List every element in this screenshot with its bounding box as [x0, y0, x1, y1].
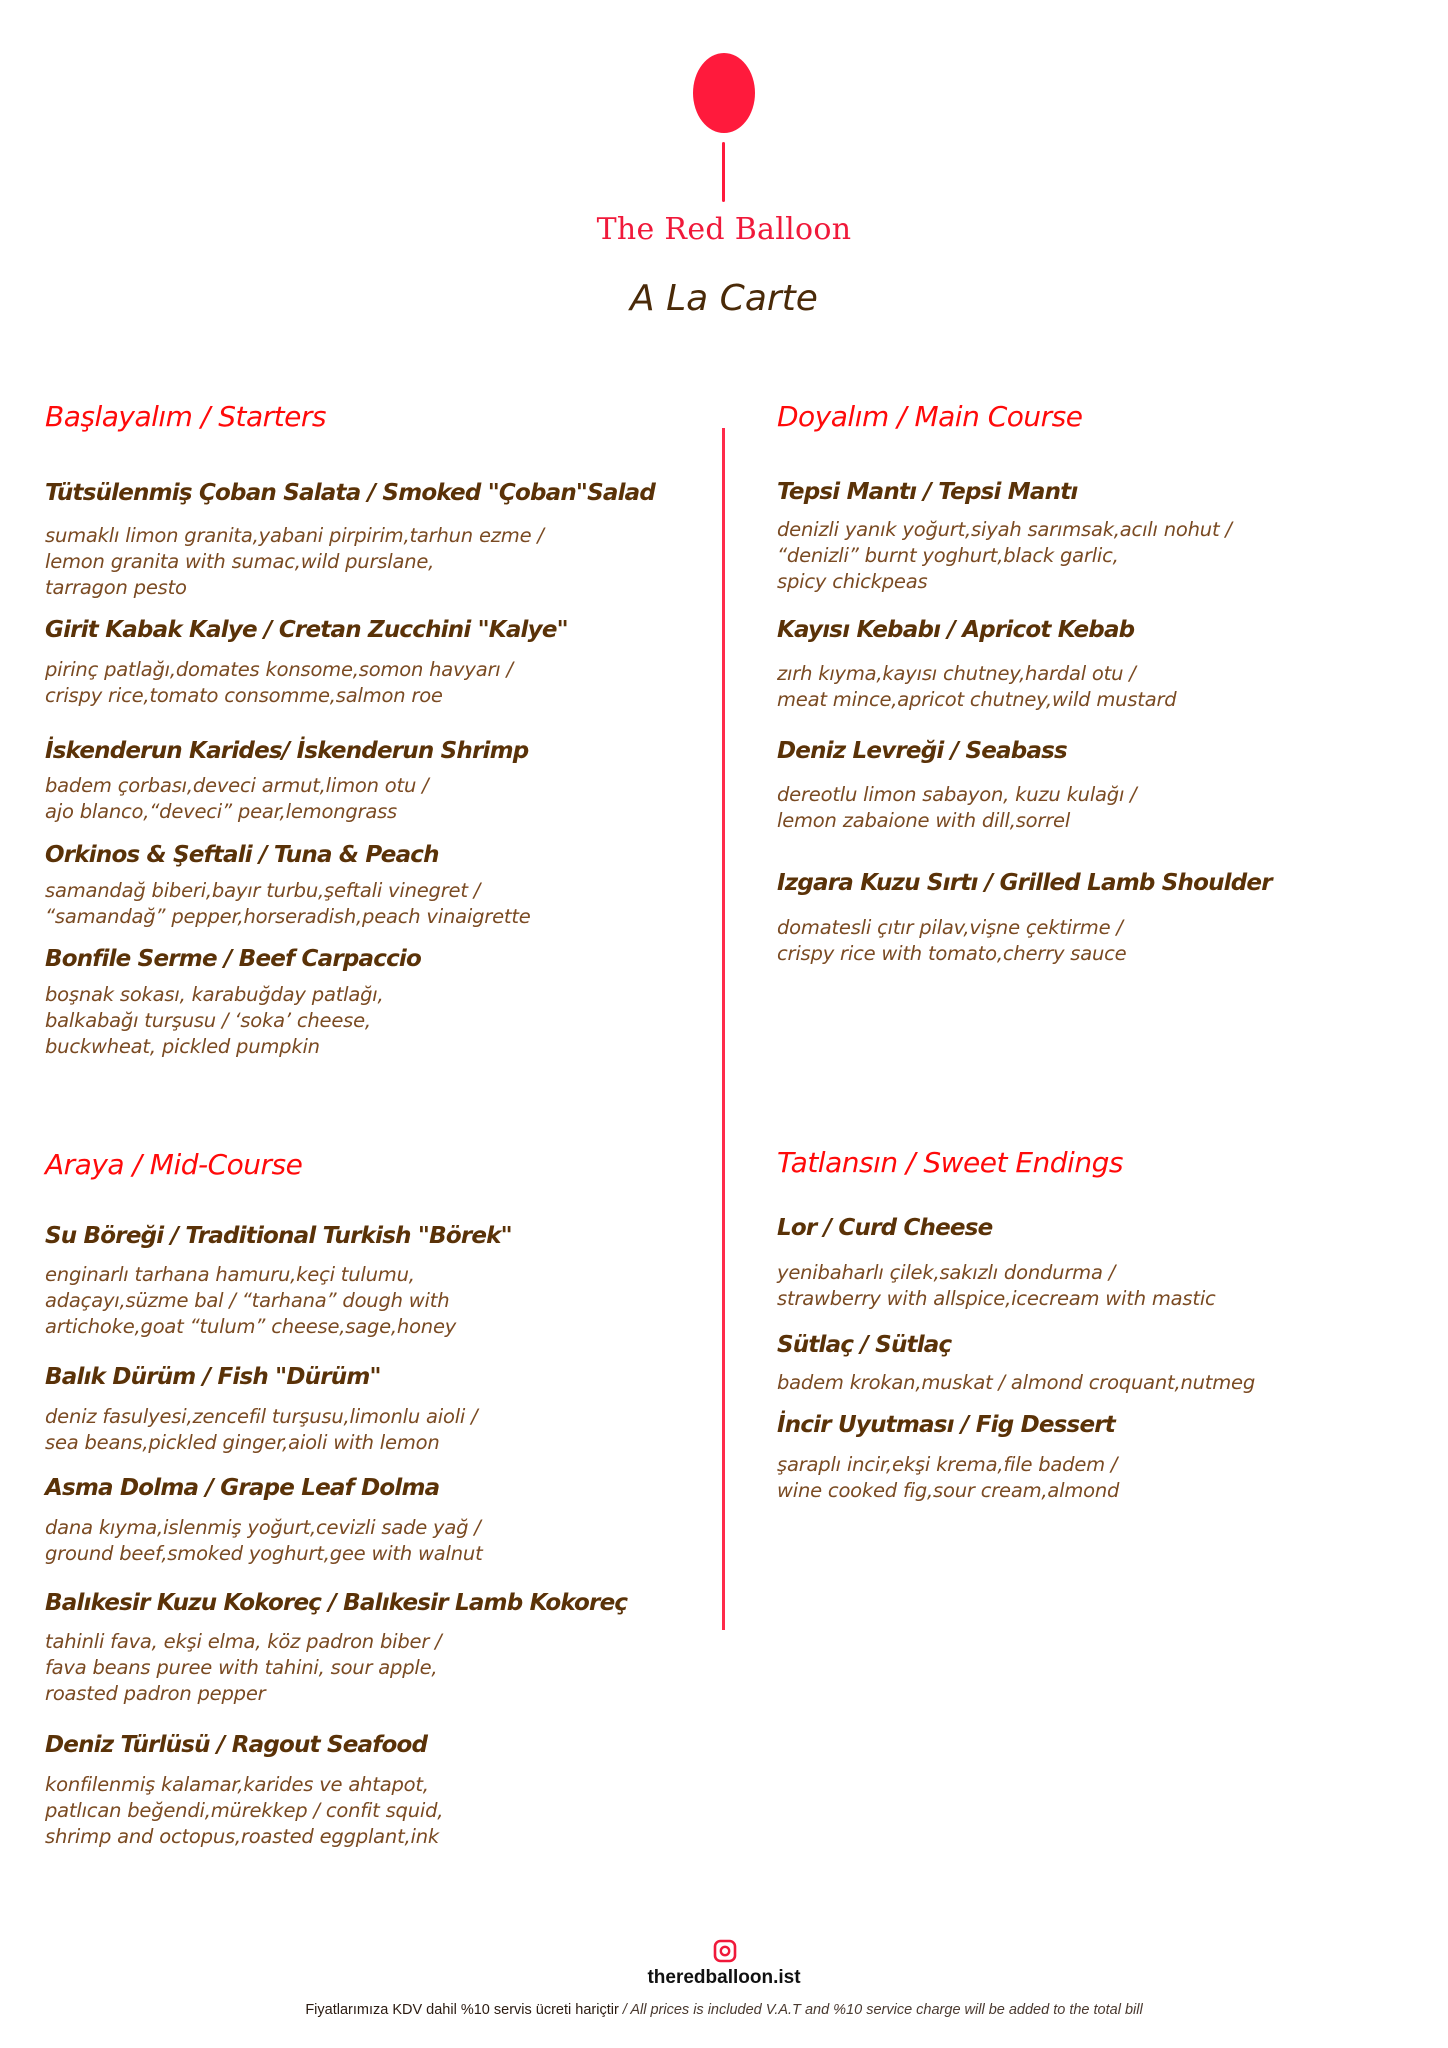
item-description: dereotlu limon sabayon, kuzu kulağı / lemon zabaione with dill,sorrel [777, 783, 1137, 832]
item-description: enginarlı tarhana hamuru,keçi tulumu, adaçayı,süzme bal / “tarhana” dough with artichoke,goat “tulum” cheese,sage,honey [45, 1263, 457, 1338]
item-description: pirinç patlağı,domates konsome,somon havyarı / crispy rice,tomato consomme,salmon roe [45, 658, 513, 707]
section-heading-starters: Başlayalım / Starters [45, 400, 326, 433]
item-description: badem çorbası,deveci armut,limon otu / ajo blanco,“deveci” pear,lemongrass [45, 774, 429, 823]
item-description: boşnak sokası, karabuğday patlağı, balkabağı turşusu / ‘soka’ cheese, buckwheat, pickled pumpkin [45, 983, 384, 1058]
instagram-handle[interactable]: theredballoon.ist [647, 1967, 801, 1988]
item-title: Kayısı Kebabı / Apricot Kebab [777, 617, 1135, 643]
item-title: İskenderun Karides/ İskenderun Shrimp [45, 738, 529, 764]
disclaimer-separator: / [618, 2002, 631, 2018]
item-title: Tepsi Mantı / Tepsi Mantı [777, 479, 1078, 505]
item-description: badem krokan,muskat / almond croquant,nutmeg [777, 1371, 1256, 1394]
item-description: samandağ biberi,bayır turbu,şeftali vinegret / “samandağ” pepper,horseradish,peach vinaigrette [45, 879, 531, 928]
brand-name: The Red Balloon [596, 212, 852, 247]
item-title: Bonfile Serme / Beef Carpaccio [45, 946, 421, 972]
item-title: Girit Kabak Kalye / Cretan Zucchini "Kalye" [45, 617, 568, 643]
item-description: dana kıyma,islenmiş yoğurt,cevizli sade yağ / ground beef,smoked yoghurt,gee with walnut [45, 1516, 483, 1565]
column-divider [722, 428, 725, 1630]
section-heading-sweet-endings: Tatlansın / Sweet Endings [777, 1146, 1123, 1179]
item-description: zırh kıyma,kayısı chutney,hardal otu / meat mince,apricot chutney,wild mustard [777, 662, 1177, 711]
item-title: Balık Dürüm / Fish "Dürüm" [45, 1364, 381, 1390]
item-description: denizli yanık yoğurt,siyah sarımsak,acılı nohut / “denizli” burnt yoghurt,black garlic, spicy chickpeas [777, 518, 1232, 593]
item-title: Deniz Levreği / Seabass [777, 738, 1067, 764]
disclaimer-en: All prices is included V.A.T and %10 service charge will be added to the total bill [630, 2002, 1143, 2018]
section-heading-main-course: Doyalım / Main Course [777, 400, 1083, 433]
item-title: Sütlaç / Sütlaç [777, 1332, 952, 1358]
item-description: domatesli çıtır pilav,vişne çektirme / crispy rice with tomato,cherry sauce [777, 916, 1127, 965]
red-balloon-icon [692, 53, 756, 135]
item-description: tahinli fava, ekşi elma, köz padron biber / fava beans puree with tahini, sour apple, roasted padron pepper [45, 1630, 442, 1705]
page-title: A La Carte [630, 278, 818, 319]
item-title: Deniz Türlüsü / Ragout Seafood [45, 1732, 428, 1758]
disclaimer-tr: Fiyatlarımıza KDV dahil %10 servis ücreti hariçtir [305, 2002, 619, 2018]
item-title: Su Böreği / Traditional Turkish "Börek" [45, 1223, 512, 1249]
item-title: Tütsülenmiş Çoban Salata / Smoked "Çoban"Salad [45, 480, 656, 506]
item-description: yenibaharlı çilek,sakızlı dondurma / strawberry with allspice,icecream with mastic [777, 1261, 1216, 1310]
item-title: Izgara Kuzu Sırtı / Grilled Lamb Shoulder [777, 870, 1272, 896]
item-title: İncir Uyutması / Fig Dessert [777, 1412, 1115, 1438]
balloon-string [722, 142, 725, 202]
instagram-icon[interactable] [713, 1939, 737, 1963]
section-heading-mid-course: Araya / Mid-Course [45, 1148, 303, 1181]
item-title: Asma Dolma / Grape Leaf Dolma [45, 1475, 440, 1501]
item-title: Orkinos & Şeftali / Tuna & Peach [45, 842, 439, 868]
item-title: Balıkesir Kuzu Kokoreç / Balıkesir Lamb Kokoreç [45, 1590, 628, 1616]
item-description: şaraplı incir,ekşi krema,file badem / wine cooked fig,sour cream,almond [777, 1453, 1120, 1502]
item-title: Lor / Curd Cheese [777, 1215, 993, 1241]
item-description: konfilenmiş kalamar,karides ve ahtapot, patlıcan beğendi,mürekkep / confit squid, shrimp and octopus,roasted eggplant,ink [45, 1773, 444, 1848]
item-description: sumaklı limon granita,yabani pirpirim,tarhun ezme / lemon granita with sumac,wild purslane, tarragon pesto [45, 524, 544, 599]
price-disclaimer [0, 2002, 1448, 2018]
item-description: deniz fasulyesi,zencefil turşusu,limonlu aioli / sea beans,pickled ginger,aioli with lemon [45, 1405, 478, 1454]
